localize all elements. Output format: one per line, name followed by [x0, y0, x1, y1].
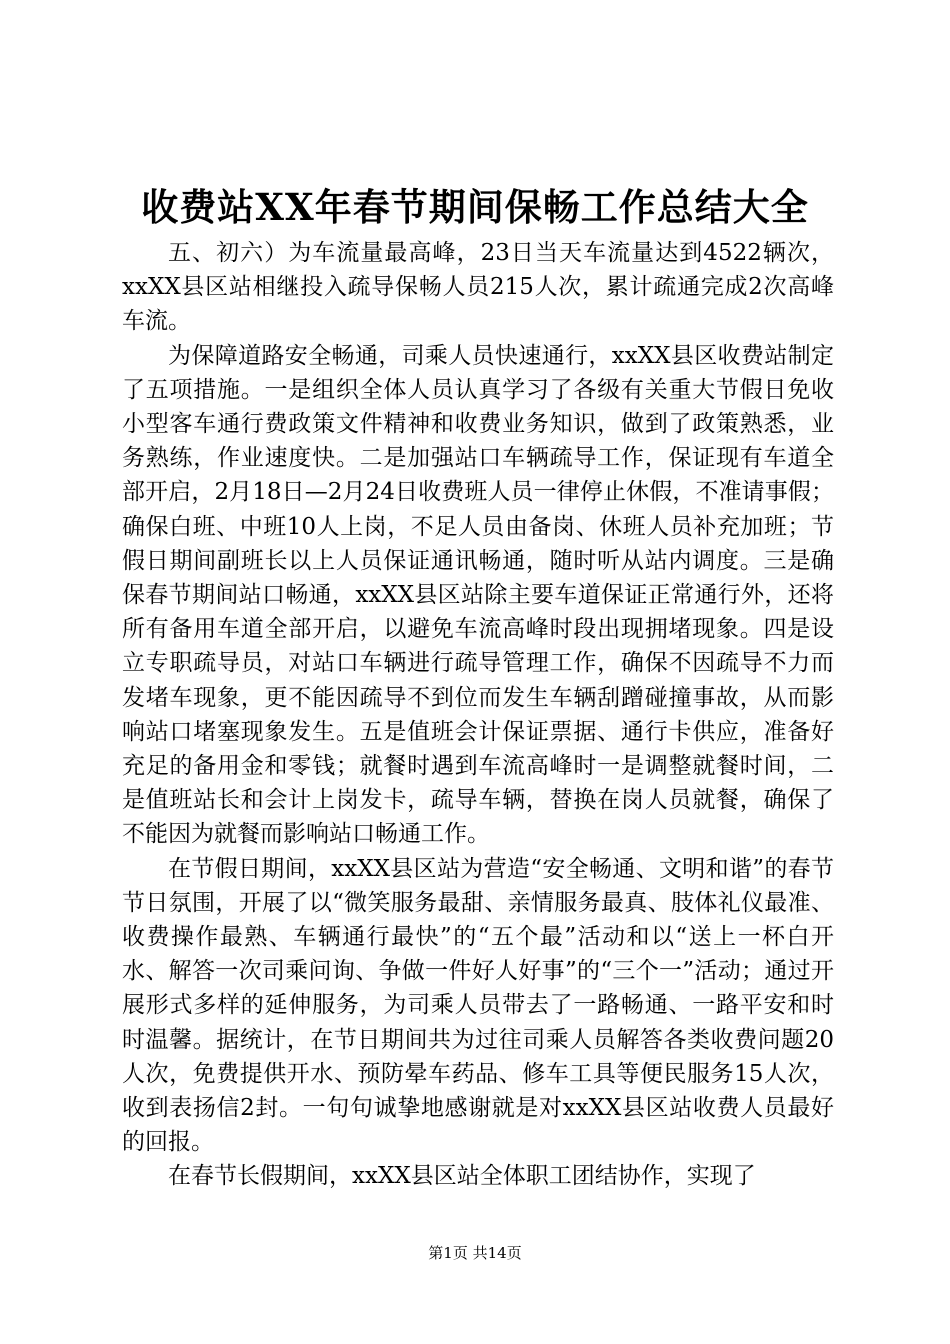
document-title: 收费站XX年春节期间保畅工作总结大全: [141, 185, 809, 229]
paragraph-3: 在节假日期间，xxXX县区站为营造“安全畅通、文明和谐”的春节节日氛围，开展了以“微笑服务最甜、亲情服务最真、肢体礼仪最准、收费操作最熟、车辆通行最快”的“五个最”活动和以“送上一杯白开水、解答一次司乘问询、争做一件好人好事”的“三个一”活动；通过开展形式多样的延伸服务，为司乘人员带去了一路畅通、一路平安和时时温馨。据统计，在节日期间共为过往司乘人员解答各类收费问题20人次，免费提供开水、预防晕车药品、修车工具等便民服务15人次，收到表扬信2封。一句句诚挚地感谢就是对xxXX县区站收费人员最好的回报。: [122, 855, 834, 1156]
paragraph-1: 五、初六）为车流量最高峰，23日当天车流量达到4522辆次，xxXX县区站相继投入疏导保畅人员215人次，累计疏通完成2次高峰车流。: [122, 240, 834, 335]
page-footer: 第1页 共14页: [428, 1244, 522, 1262]
document-body: [122, 236, 834, 1194]
paragraph-4: 在春节长假期间，xxXX县区站全体职工团结协作，实现了: [168, 1163, 756, 1190]
paragraph-2: 为保障道路安全畅通，司乘人员快速通行，xxXX县区收费站制定了五项措施。一是组织全体人员认真学习了各级有关重大节假日免收小型客车通行费政策文件精神和收费业务知识，做到了政策熟悉，业务熟练，作业速度快。二是加强站口车辆疏导工作，保证现有车道全部开启，2月18日—2月24日收费班人员一律停止休假，不准请事假；确保白班、中班10人上岗，不足人员由备岗、休班人员补充加班；节假日期间副班长以上人员保证通讯畅通，随时听从站内调度。三是确保春节期间站口畅通，xxXX县区站除主要车道保证正常通行外，还将所有备用车道全部开启，以避免车流高峰时段出现拥堵现象。四是设立专职疏导员，对站口车辆进行疏导管理工作，确保不因疏导不力而发堵车现象，更不能因疏导不到位而发生车辆刮蹭碰撞事故，从而影响站口堵塞现象发生。五是值班会计保证票据、通行卡供应，准备好充足的备用金和零钱；就餐时遇到车流高峰时一是调整就餐时间，二是值班站长和会计上岗发卡，疏导车辆，替换在岗人员就餐，确保了不能因为就餐而影响站口畅通工作。: [122, 342, 834, 848]
